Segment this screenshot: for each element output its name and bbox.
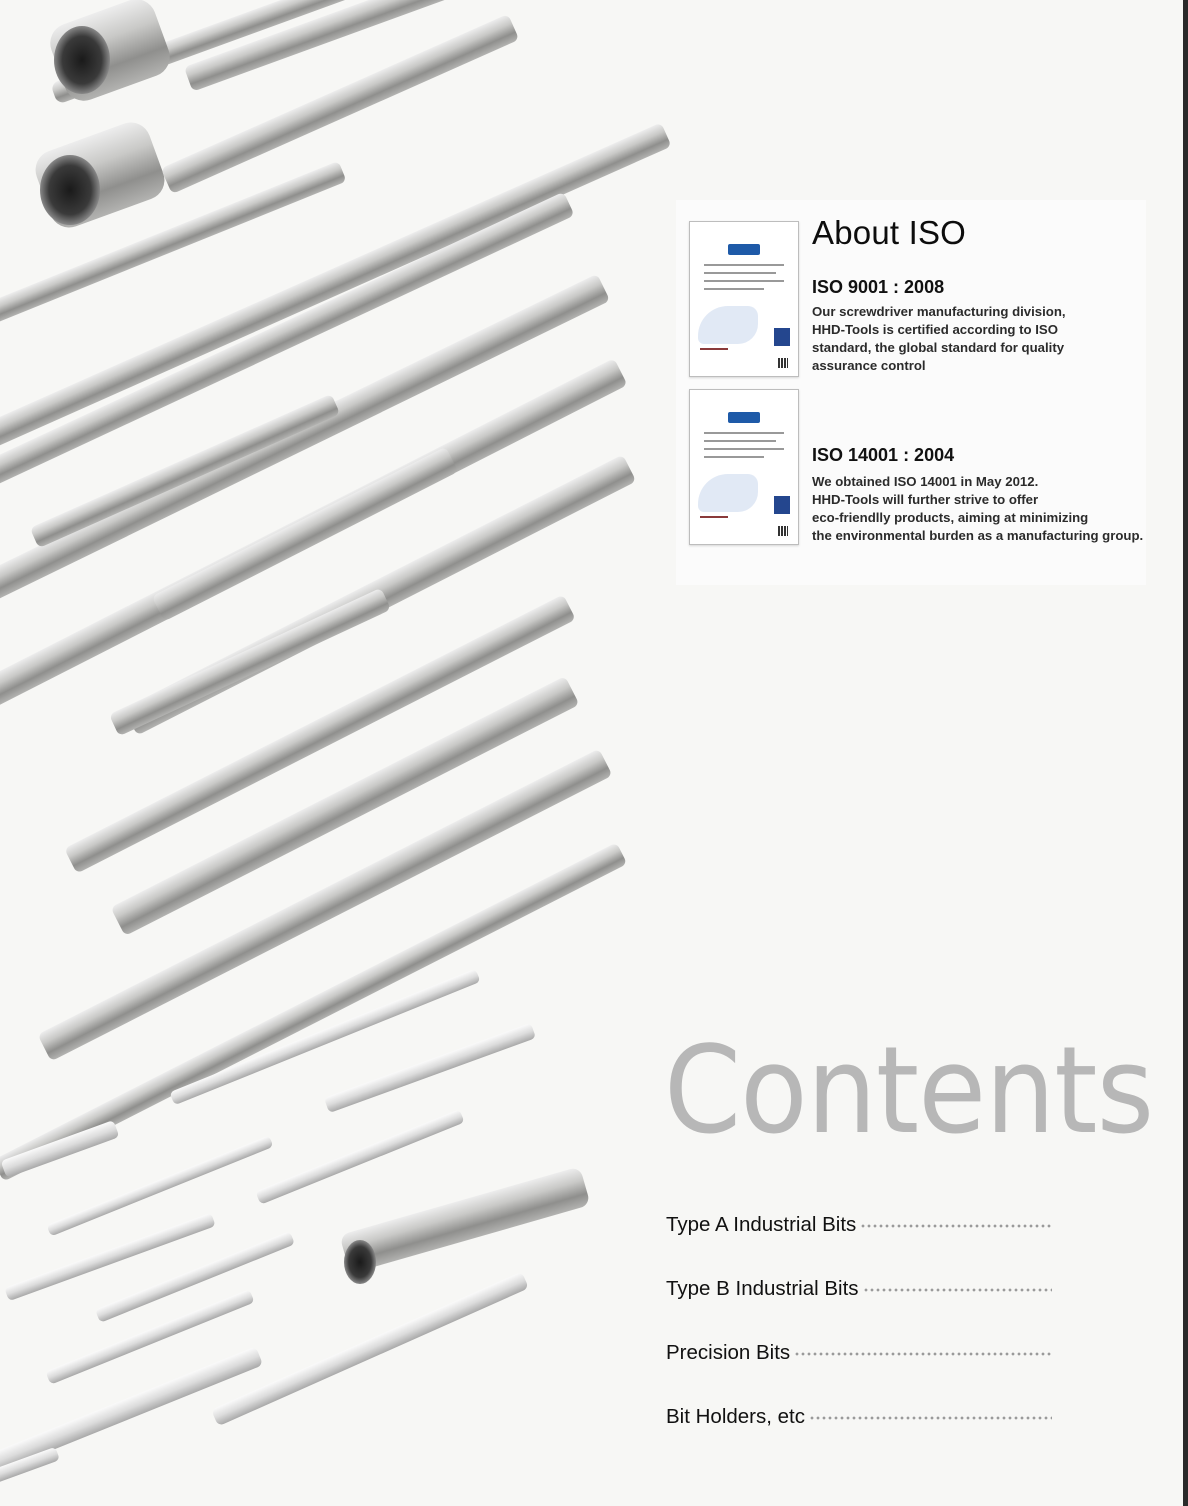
toc-item-label: Type B Industrial Bits (666, 1277, 859, 1300)
toc-item-type-a[interactable] (666, 1208, 1052, 1242)
toc-item-type-b[interactable] (666, 1272, 1052, 1306)
iso-14001-certificate-image (689, 389, 799, 545)
toc-item-label: Bit Holders, etc (666, 1405, 805, 1428)
contents-title: Contents (664, 1022, 1154, 1161)
iso-9001-certificate-image (689, 221, 799, 377)
dot-leader (794, 1352, 1052, 1356)
precision-bits (0, 969, 591, 1488)
long-bits (0, 122, 672, 1181)
iso-14001-description: We obtained ISO 14001 in May 2012. HHD-Tools will further strive to offer eco-friendlly products, aiming at minimizing the environmental burden as a manufacturing group. (812, 474, 1144, 543)
toc-item-precision-bits[interactable] (666, 1336, 1052, 1370)
page-edge (1183, 0, 1188, 1506)
iso-9001-title: ISO 9001 : 2008 (812, 277, 945, 297)
dot-leader (863, 1288, 1052, 1292)
toc-item-label: Precision Bits (666, 1341, 791, 1364)
toc-item-bit-holders[interactable] (666, 1400, 1052, 1434)
dot-leader (809, 1416, 1052, 1420)
about-iso-heading: About ISO (812, 214, 967, 251)
toc-item-label: Type A Industrial Bits (666, 1213, 857, 1236)
dot-leader (860, 1224, 1052, 1228)
iso-14001-title: ISO 14001 : 2004 (812, 445, 955, 465)
iso-9001-description: Our screwdriver manufacturing division, HHD-Tools is certified according to ISO standard, the global standard for quality assurance control (812, 304, 1066, 373)
